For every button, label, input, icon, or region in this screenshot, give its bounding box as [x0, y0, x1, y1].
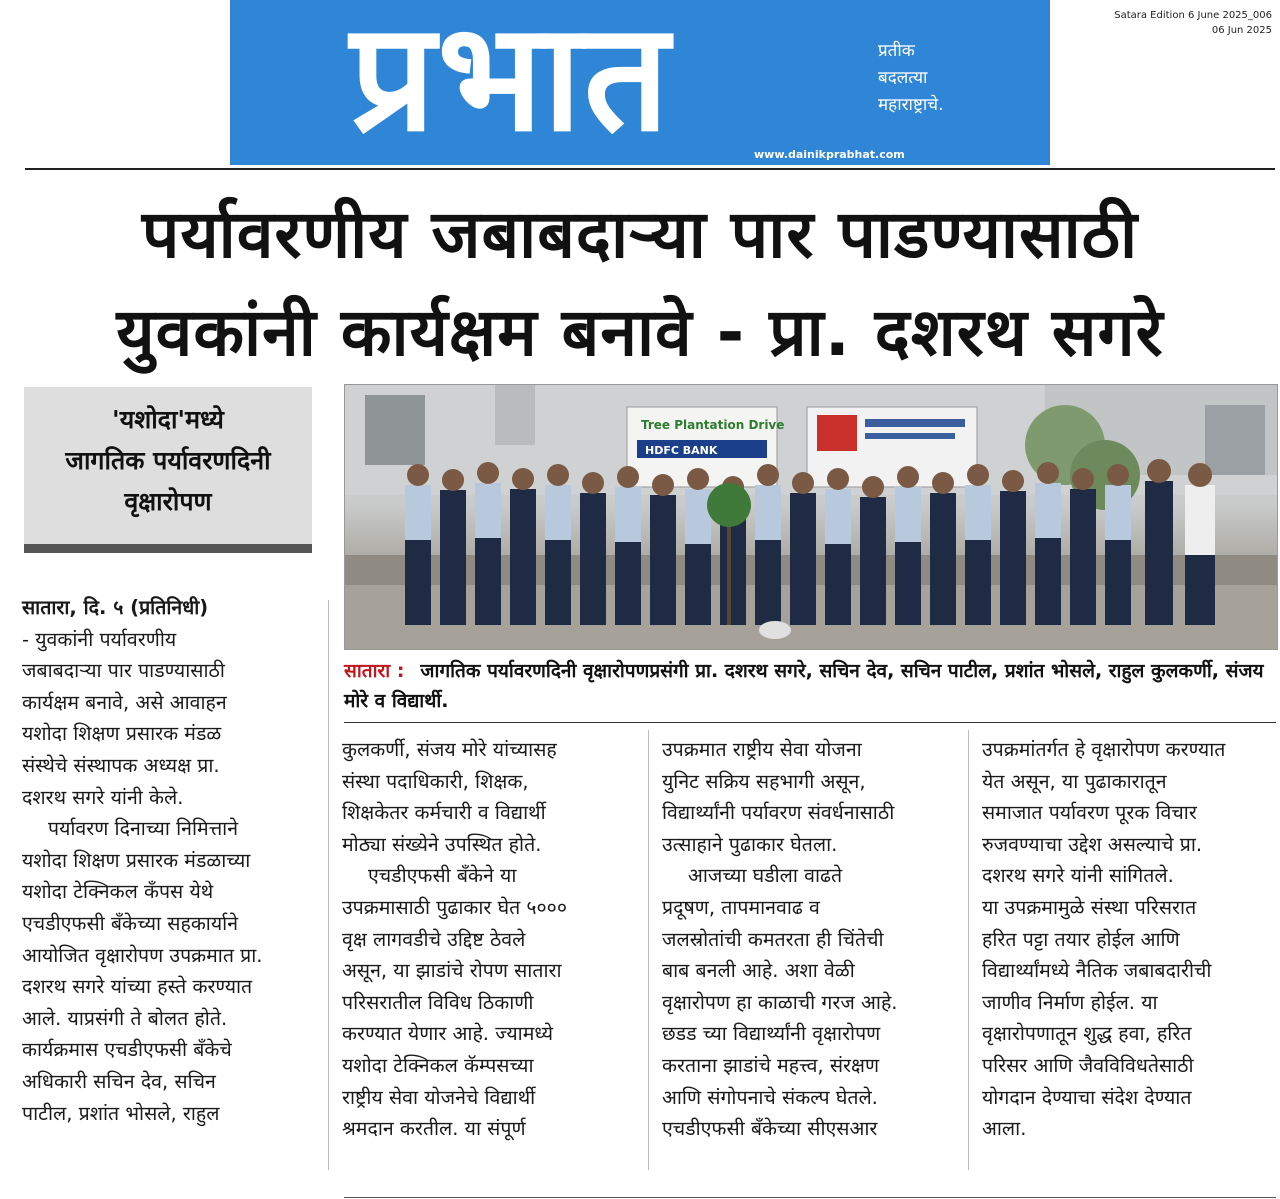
article-column-3 — [662, 734, 954, 1145]
article-line: दशरथ सगरे यांनी सांगितले. — [982, 864, 1174, 888]
banner-bank-text: HDFC BANK — [645, 444, 718, 457]
article-line: पाटील, प्रशांत भोसले, राहुल — [22, 1101, 220, 1125]
masthead-website[interactable]: www.dainikprabhat.com — [754, 148, 905, 161]
article-line: कार्यक्षम बनावे, असे आवाहन — [22, 690, 227, 714]
article-line: करताना झाडांचे महत्त्व, संरक्षण — [662, 1053, 880, 1077]
article-line: दशरथ सगरे यांनी केले. — [22, 785, 184, 809]
group-photo-illustration — [345, 385, 1277, 649]
article-line: यशोदा शिक्षण प्रसारक मंडळ — [22, 722, 222, 746]
article-line: पर्यावरण दिनाच्या निमित्ताने — [48, 817, 239, 841]
article-line: परिसरातील विविध ठिकाणी — [342, 990, 534, 1014]
masthead — [230, 0, 1050, 165]
article-dateline: सातारा, दि. ५ (प्रतिनिधी) — [22, 596, 209, 619]
column-divider — [968, 730, 969, 1170]
bottom-divider — [344, 1197, 1276, 1198]
subheadline-line-2: जागतिक पर्यावरणदिनी — [65, 446, 271, 475]
article-line: आजच्या घडीला वाढते — [688, 864, 843, 888]
article-line: आले. याप्रसंगी ते बोलत होते. — [22, 1006, 228, 1030]
article-line: संस्थेचे संस्थापक अध्यक्ष प्रा. — [22, 753, 220, 777]
edition-name: Satara Edition 6 June 2025_006 — [1114, 10, 1272, 21]
article-line: एचडीएफसी बँकेच्या सीएसआर — [662, 1117, 878, 1141]
article-line: कार्यक्रमास एचडीएफसी बँकेचे — [22, 1038, 232, 1062]
article-line: जाणीव निर्माण होईल. या — [982, 990, 1158, 1014]
article-line: राष्ट्रीय सेवा योजनेचे विद्यार्थी — [342, 1085, 536, 1109]
article-line: समाजात पर्यावरण पूरक विचार — [982, 801, 1197, 825]
article-line: उत्साहाने पुढाकार घेतला. — [662, 832, 838, 856]
article-line: आला. — [982, 1117, 1027, 1141]
article-line: वृक्षारोपणातून शुद्ध हवा, हरित — [982, 1022, 1192, 1046]
article-line: या उपक्रमामुळे संस्था परिसरात — [982, 895, 1197, 919]
article-line: छडड च्या विद्यार्थ्यांनी वृक्षारोपण — [662, 1022, 881, 1046]
banner-text: Tree Plantation Drive — [641, 418, 785, 432]
article-line: येत असून, या पुढाकारातून — [982, 769, 1167, 793]
article-line: एचडीएफसी बँकेच्या सहकार्याने — [22, 911, 239, 935]
article-line: परिसर आणि जैवविविधतेसाठी — [982, 1053, 1194, 1077]
article-line: बाब बनली आहे. अशा वेळी — [662, 959, 855, 983]
masthead-tagline: प्रतीक बदलत्या महाराष्ट्राचे. — [878, 41, 944, 115]
article-line: जबाबदाऱ्या पार पाडण्यासाठी — [22, 659, 225, 683]
article-line: संस्था पदाधिकारी, शिक्षक, — [342, 769, 529, 793]
newspaper-logo: प्रभात — [350, 0, 672, 165]
article-line: यशोदा शिक्षण प्रसारक मंडळाच्या — [22, 848, 251, 872]
article-line: वृक्ष लागवडीचे उद्दिष्ट ठेवले — [342, 927, 526, 951]
article-line: यशोदा टेक्निकल कॅम्पसच्या — [342, 1053, 534, 1077]
article-line: उपक्रमांतर्गत हे वृक्षारोपण करण्यात — [982, 738, 1226, 761]
article-line: विद्यार्थ्यांनी पर्यावरण संवर्धनासाठी — [662, 801, 895, 825]
article-line: वृक्षारोपण हा काळाची गरज आहे. — [662, 990, 898, 1014]
article-line: शिक्षकेतर कर्मचारी व विद्यार्थी — [342, 801, 546, 825]
headline-line-1: पर्यावरणीय जबाबदाऱ्या पार पाडण्यासाठी — [141, 196, 1139, 273]
article-line: युनिट सक्रिय सहभागी असून, — [662, 769, 866, 793]
edition-date: 06 Jun 2025 — [1211, 25, 1272, 36]
headline — [20, 186, 1260, 382]
article-line: दशरथ सगरे यांच्या हस्ते करण्यात — [22, 975, 253, 999]
article-column-4 — [982, 734, 1274, 1145]
column-divider — [648, 730, 649, 1170]
article-line: करण्यात येणार आहे. ज्यामध्ये — [342, 1022, 554, 1046]
article-line: कुलकर्णी, संजय मोरे यांच्यासह — [342, 738, 557, 761]
headline-line-2: युवकांनी कार्यक्षम बनावे - प्रा. दशरथ सगरे — [116, 294, 1164, 371]
column-divider — [328, 600, 329, 1170]
subheadline-line-3: वृक्षारोपण — [124, 487, 212, 516]
article-line: अधिकारी सचिन देव, सचिन — [22, 1069, 216, 1093]
subheadline-bar — [24, 544, 312, 553]
article-line: आयोजित वृक्षारोपण उपक्रमात प्रा. — [22, 943, 263, 967]
edition-info — [1114, 8, 1272, 38]
article-line: आणि संगोपनाचे संकल्प घेतले. — [662, 1085, 878, 1109]
article-line: असून, या झाडांचे रोपण सातारा — [342, 959, 562, 983]
article-line: योगदान देण्याचा संदेश देण्यात — [982, 1085, 1192, 1109]
photo-caption — [344, 656, 1276, 716]
article-line: - युवकांनी पर्यावरणीय — [22, 627, 177, 651]
masthead-divider — [25, 168, 1275, 170]
caption-divider — [344, 722, 1276, 723]
article-line: एचडीएफसी बँकेने या — [368, 864, 517, 888]
article-line: प्रदूषण, तापमानवाढ व — [662, 895, 820, 919]
article-line: उपक्रमासाठी पुढाकार घेत ५००० — [342, 895, 567, 919]
caption-text: जागतिक पर्यावरणदिनी वृक्षारोपणप्रसंगी प्रा. दशरथ सगरे, सचिन देव, सचिन पाटील, प्रशांत भोसले, राहुल कुलकर्णी, संजय मोरे व विद्यार्थी. — [344, 660, 1264, 712]
article-line: हरित पट्टा तयार होईल आणि — [982, 927, 1180, 951]
article-line: रुजवण्याचा उद्देश असल्याचे प्रा. — [982, 832, 1203, 856]
subheadline-line-1: 'यशोदा'मध्ये — [112, 405, 224, 434]
article-line: श्रमदान करतील. या संपूर्ण — [342, 1117, 526, 1141]
news-photo — [344, 384, 1278, 650]
caption-place: सातारा : — [344, 660, 405, 682]
article-column-2 — [342, 734, 634, 1145]
subheadline-box — [24, 387, 312, 553]
article-column-1 — [22, 592, 312, 1129]
article-line: जलस्रोतांची कमतरता ही चिंतेची — [662, 927, 884, 951]
article-line: मोठ्या संख्येने उपस्थित होते. — [342, 832, 542, 856]
article-line: विद्यार्थ्यांमध्ये नैतिक जबाबदारीची — [982, 959, 1212, 983]
article-line: यशोदा टेक्निकल कॅंपस येथे — [22, 880, 214, 904]
article-line: उपक्रमात राष्ट्रीय सेवा योजना — [662, 738, 862, 761]
